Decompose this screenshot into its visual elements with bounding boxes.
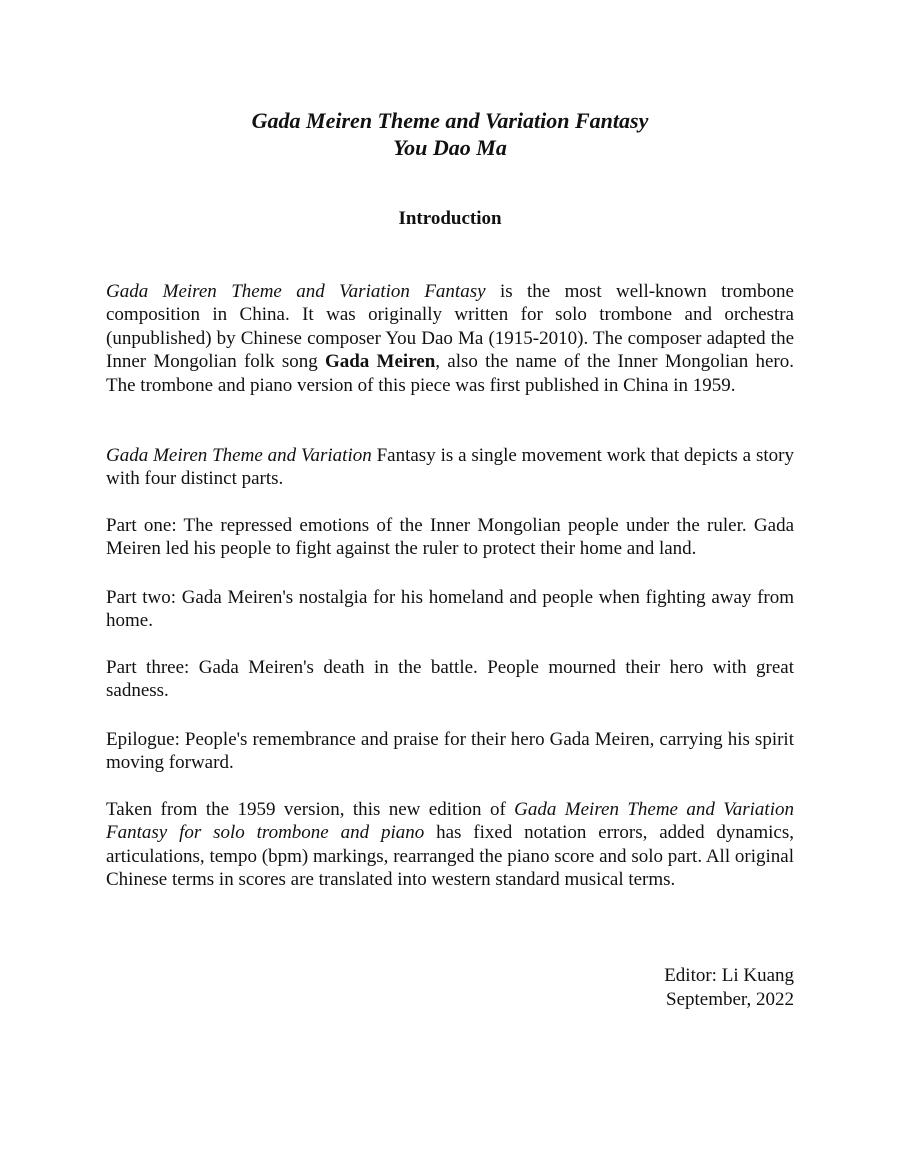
paragraph-text: Fantasy is a single movement work that depicts a story with four distinct parts. (106, 445, 794, 490)
part-one-paragraph: Part one: The repressed emotions of the Inner Mongolian people under the ruler. Gada Meiren led his people to fight against the ruler to protect their home and land. (106, 515, 794, 560)
piece-title-inline: Gada Meiren Theme and Variation (106, 445, 372, 466)
intro-paragraph-2 (106, 444, 794, 491)
folk-song-name: Gada Meiren (324, 351, 436, 373)
edition-note-paragraph (106, 798, 794, 892)
piece-title: Gada Meiren Theme and Variation Fantasy (251, 108, 649, 133)
date-line: September, 2022 (666, 989, 794, 1010)
paragraph-text: is the most well-known trombone composition in China. It was originally written for solo trombone and orchestra (unpublished) by Chinese composer You Dao Ma (1915-2010). The composer adapted the Inner Mongolian folk song (106, 281, 794, 373)
intro-paragraph-1 (106, 280, 794, 397)
piece-title-inline: Gada Meiren Theme and Variation Fantasy for solo trombone and piano (106, 799, 794, 844)
part-three-paragraph: Part three: Gada Meiren's death in the battle. People mourned their hero with great sadness. (106, 657, 794, 702)
signature-block (664, 964, 794, 1012)
part-two-paragraph: Part two: Gada Meiren's nostalgia for his homeland and people when fighting away from home. (106, 587, 794, 632)
composer-name: You Dao Ma (393, 135, 507, 160)
editor-line: Editor: Li Kuang (664, 965, 794, 986)
piece-title-inline: Gada Meiren Theme and Variation Fantasy (106, 281, 486, 302)
paragraph-text: has fixed notation errors, added dynamics, articulations, tempo (bpm) markings, rearranged the piano score and solo part. All original Chinese terms in scores are translated into western standard musical terms. (106, 822, 794, 891)
epilogue-paragraph: Epilogue: People's remembrance and praise for their hero Gada Meiren, carrying his spirit moving forward. (106, 729, 794, 774)
section-heading: Introduction (398, 208, 502, 229)
paragraph-text: , also the name of the Inner Mongolian hero. The trombone and piano version of this piece was first published in China in 1959. (106, 351, 794, 396)
paragraph-text: Taken from the 1959 version, this new edition of (106, 799, 515, 820)
